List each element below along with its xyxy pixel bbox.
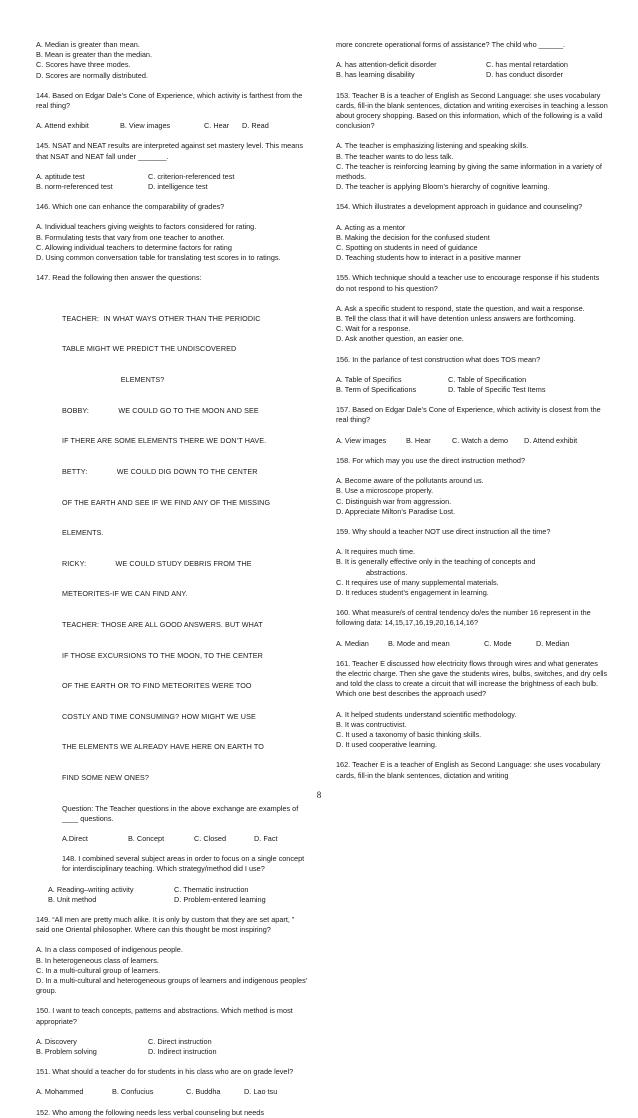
- option: C. The teacher is reinforcing learning by giving the same information in a variety of methods.: [336, 161, 602, 182]
- option: B. Problem solving: [36, 1047, 97, 1057]
- option: D. In a multi-cultural and heterogeneous groups of learners and indigenous peoples’ group.: [36, 976, 308, 996]
- option: A. Become aware of the pollutants around us.: [336, 476, 484, 486]
- options-row: [336, 60, 608, 70]
- option: A. The teacher is emphasizing listening and speaking skills.: [336, 141, 529, 151]
- question-157: 157. Based on Edgar Dale’s Cone of Experience, which activity is closest from the real thing?: [336, 405, 601, 425]
- options-row: [336, 385, 608, 395]
- question-155: 155. Which technique should a teacher use to encourage response if his students do not respond to his question?: [336, 273, 600, 293]
- options-row: [36, 895, 308, 905]
- dialogue-line: IF THOSE EXCURSIONS TO THE MOON, TO THE CENTER: [62, 650, 263, 660]
- question-154: 154. Which illustrates a development approach in guidance and counseling?: [336, 202, 583, 212]
- option: C. Allowing individual teachers to determine factors for rating: [36, 242, 232, 252]
- option: C. It used a taxonomy of basic thinking skills.: [336, 729, 482, 739]
- question-148: 148. I combined several subject areas in order to focus on a single concept for interdisciplinary teaching. Which strategy/method did I use?: [62, 854, 305, 874]
- options-row: [36, 1087, 308, 1097]
- question-146: 146. Which one can enhance the comparability of grades?: [36, 202, 225, 212]
- option: D. It used cooperative learning.: [336, 740, 437, 750]
- question-162: 162. Teacher E is a teacher of English as Second Language: she uses vocabulary cards, fill-in the blank sentences, dictation and writing: [336, 760, 601, 780]
- option: A. It requires much time.: [336, 547, 416, 557]
- option: C. Buddha: [186, 1087, 221, 1097]
- option: B. Tell the class that it will have detention unless answers are forthcoming.: [336, 314, 576, 324]
- option: C. In a multi-cultural group of learners.: [36, 965, 161, 975]
- option: C. It requires use of many supplemental materials.: [336, 577, 499, 587]
- option: D. Indirect instruction: [148, 1047, 217, 1057]
- option: D. has conduct disorder: [486, 70, 564, 80]
- option: C. Distinguish war from aggression.: [336, 496, 452, 506]
- dialogue-line: BETTY: WE COULD DIG DOWN TO THE CENTER: [62, 466, 258, 476]
- option: B. Mean is greater than the median.: [36, 50, 153, 60]
- option: C. Thematic instruction: [174, 884, 249, 894]
- option: C. Closed: [194, 834, 227, 844]
- option: A. Discovery: [36, 1036, 77, 1046]
- option: B. In heterogeneous class of learners.: [36, 955, 159, 965]
- option: D. Problem-entered learning: [174, 894, 266, 904]
- dialogue-line: TEACHER: THOSE ARE ALL GOOD ANSWERS. BUT WHAT: [62, 619, 263, 629]
- option: C. Wait for a response.: [336, 324, 411, 334]
- option: D. Read: [242, 121, 269, 131]
- option: A. Table of Specifics: [336, 374, 402, 384]
- option: D. The teacher is applying Bloom’s hierarchy of cognitive learning.: [336, 182, 550, 192]
- option: C. Spotting on students in need of guidance: [336, 243, 478, 253]
- option: D. Appreciate Milton’s Paradise Lost.: [336, 506, 456, 516]
- option: B. View images: [120, 121, 171, 131]
- option: A. View images: [336, 435, 387, 445]
- dialogue-line: ELEMENTS.: [62, 528, 104, 538]
- option: C. Watch a demo: [452, 435, 509, 445]
- option: C. Mode: [484, 638, 512, 648]
- option: A. Individual teachers giving weights to factors considered for rating.: [36, 222, 257, 232]
- question-150: 150. I want to teach concepts, patterns and abstractions. Which method is most appropriate?: [36, 1006, 293, 1026]
- question-161: 161. Teacher E discussed how electricity flows through wires and what generates the electric charge. Then she gave the students wires, bulbs, switches, and dry cells and told the class to create a circuit that will increase the brightness of each bulb. Which one best describes the approach used?: [336, 658, 608, 699]
- option: A. Ask a specific student to respond, state the question, and wait a response.: [336, 303, 585, 313]
- dialogue-line: METEORITES-IF WE CAN FIND ANY.: [62, 589, 188, 599]
- dialogue-line: ELEMENTS?: [62, 375, 165, 385]
- question-160: 160. What measure/s of central tendency do/es the number 16 represent in the following data: 14,15,17,16,19,20,16,14,16?: [336, 608, 591, 628]
- option: D. Attend exhibit: [524, 435, 578, 445]
- option: B. Concept: [128, 834, 165, 844]
- question-147: 147. Read the following then answer the questions:: [36, 273, 202, 283]
- option: D. It reduces student’s engagement in learning.: [336, 587, 489, 597]
- dialogue-line: OF THE EARTH OR TO FIND METEORITES WERE TOO: [62, 681, 252, 691]
- dialogue-line: IF THERE ARE SOME ELEMENTS THERE WE DON’T HAVE.: [62, 436, 267, 446]
- options-row: [336, 639, 608, 649]
- option: A. Median: [336, 638, 369, 648]
- option: D. Median: [536, 638, 570, 648]
- option: D. Table of Specific Test Items: [448, 385, 546, 395]
- options-row: [336, 70, 608, 80]
- options-row: [36, 172, 308, 182]
- option: B. Confucius: [112, 1087, 154, 1097]
- left-column: [36, 40, 308, 1118]
- question-153: 153. Teacher B is a teacher of English as Second Language: she uses vocabulary cards, fill-in the blank sentences, dictation and writing exercises in teaching a lesson about grocery shopping. Based on this information, which of the following is a valid conclusion?: [336, 90, 608, 131]
- option: D. Lao tsu: [244, 1087, 278, 1097]
- option: C. Direct instruction: [148, 1036, 212, 1046]
- options-row: [36, 1037, 308, 1047]
- page-number: 8: [316, 790, 322, 800]
- options-row: [36, 885, 308, 895]
- question-152: 152. Who among the following needs less verbal counseling but needs: [36, 1107, 264, 1117]
- options-row: [36, 182, 308, 192]
- option: B. Term of Specifications: [336, 385, 417, 395]
- question-159: 159. Why should a teacher NOT use direct instruction all the time?: [336, 526, 551, 536]
- question-144: 144. Based on Edgar Dale’s Cone of Experience, which activity is farthest from the real thing?: [36, 90, 303, 111]
- option: C. Table of Specification: [448, 374, 527, 384]
- option: A. Median is greater than mean.: [36, 40, 140, 49]
- question-151: 151. What should a teacher do for students in his class who are on grade level?: [36, 1067, 294, 1077]
- option: A. Attend exhibit: [36, 121, 89, 131]
- option: D. Using common conversation table for translating test scores in to ratings.: [36, 253, 281, 263]
- question-152-continued: more concrete operational forms of assistance? The child who ______.: [336, 40, 566, 49]
- option: D. Fact: [254, 834, 278, 844]
- question-158: 158. For which may you use the direct instruction method?: [336, 455, 526, 465]
- option: B. It is generally effective only in the teaching of concepts and: [336, 557, 536, 567]
- option: B. Unit method: [48, 894, 97, 904]
- option: A. has attention-deficit disorder: [336, 60, 437, 70]
- dialogue: [36, 293, 308, 803]
- option: C. Scores have three modes.: [36, 60, 131, 70]
- right-column: [336, 40, 608, 781]
- option: A. It helped students understand scientific methodology.: [336, 709, 517, 719]
- options-row: [336, 375, 608, 385]
- options-row: [36, 834, 308, 844]
- option: B. Use a microscope properly.: [336, 486, 434, 496]
- option: B. The teacher wants to do less talk.: [336, 151, 454, 161]
- option: D. intelligence test: [148, 182, 208, 192]
- dialogue-line: RICKY: WE COULD STUDY DEBRIS FROM THE: [62, 558, 252, 568]
- option: C. Hear: [204, 121, 230, 131]
- options-row: [336, 436, 608, 446]
- option: B. norm-referenced test: [36, 182, 113, 192]
- option: B. It was contructivist.: [336, 719, 407, 729]
- dialogue-line: TEACHER: IN WHAT WAYS OTHER THAN THE PERIODIC: [62, 313, 261, 323]
- dialogue-line: COSTLY AND TIME CONSUMING? HOW MIGHT WE USE: [62, 711, 256, 721]
- question-156: 156. In the parlance of test construction what does TOS mean?: [336, 354, 541, 364]
- dialogue-line: OF THE EARTH AND SEE IF WE FIND ANY OF THE MISSING: [62, 497, 271, 507]
- dialogue-line: BOBBY: WE COULD GO TO THE MOON AND SEE: [62, 405, 259, 415]
- question-147-prompt: Question: The Teacher questions in the above exchange are examples of ____ questions.: [62, 803, 299, 823]
- option: A. In a class composed of indigenous people.: [36, 945, 183, 955]
- option: B. Formulating tests that vary from one teacher to another.: [36, 232, 225, 242]
- option: A. Reading–writing activity: [48, 884, 134, 894]
- options-row: [36, 1047, 308, 1057]
- dialogue-line: FIND SOME NEW ONES?: [62, 773, 149, 782]
- option: C. criterion-referenced test: [148, 171, 235, 181]
- option: A. aptitude test: [36, 171, 85, 181]
- dialogue-line: TABLE MIGHT WE PREDICT THE UNDISCOVERED: [62, 344, 237, 354]
- option: B. Mode and mean: [388, 638, 450, 648]
- option: B. Making the decision for the confused student: [336, 232, 490, 242]
- option: B. has learning disability: [336, 70, 415, 80]
- option: D. Scores are normally distributed.: [36, 70, 148, 80]
- option: C. has mental retardation: [486, 60, 568, 70]
- dialogue-line: THE ELEMENTS WE ALREADY HAVE HERE ON EARTH TO: [62, 742, 264, 752]
- options-row: [36, 121, 308, 131]
- option: A. Acting as a mentor: [336, 222, 406, 232]
- option: A. Mohammed: [36, 1087, 84, 1097]
- question-145: 145. NSAT and NEAT results are interpreted against set mastery level. This means that NSAT and NEAT fall under _______.: [36, 141, 304, 161]
- question-149: 149. “All men are pretty much alike. It is only by custom that they are set apart, ” said one Oriental philosopher. Where can this thought be most inspiring?: [36, 915, 295, 935]
- option: A.Direct: [62, 834, 88, 844]
- option: D. Ask another question, an easier one.: [336, 334, 464, 344]
- option-continued: abstractions.: [366, 567, 408, 577]
- option: D. Teaching students how to interact in a positive manner: [336, 253, 521, 263]
- option: B. Hear: [406, 435, 431, 445]
